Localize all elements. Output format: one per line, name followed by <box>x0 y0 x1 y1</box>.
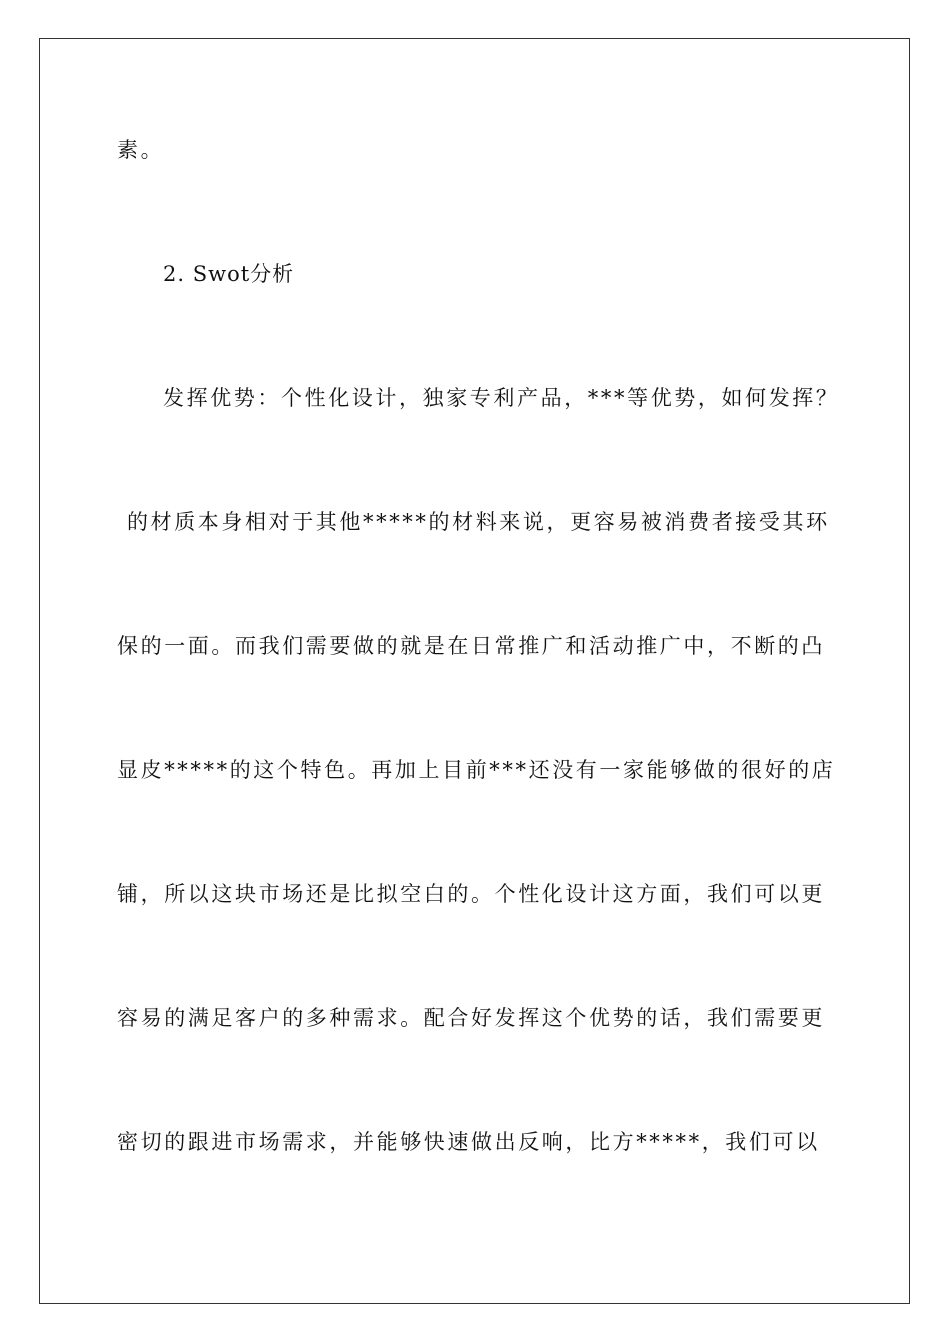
paragraph-line: 的材质本身相对于其他*****的材料来说，更容易被消费者接受其环 <box>127 510 830 534</box>
paragraph-line: 保的一面。而我们需要做的就是在日常推广和活动推广中，不断的凸 <box>117 634 825 658</box>
paragraph-line: 铺，所以这块市场还是比拟空白的。个性化设计这方面，我们可以更 <box>117 882 825 906</box>
section-heading: 2. Swot分析 <box>163 262 295 286</box>
paragraph-line: 素。 <box>117 138 165 162</box>
page-border <box>39 38 910 1304</box>
paragraph-line: 显皮*****的这个特色。再加上目前***还没有一家能够做的很好的店 <box>117 758 836 782</box>
paragraph-line: 发挥优势：个性化设计，独家专利产品，***等优势，如何发挥？ <box>163 386 840 410</box>
paragraph-line: 密切的跟进市场需求，并能够快速做出反响，比方*****，我们可以 <box>117 1130 820 1154</box>
paragraph-line: 容易的满足客户的多种需求。配合好发挥这个优势的话，我们需要更 <box>117 1006 825 1030</box>
